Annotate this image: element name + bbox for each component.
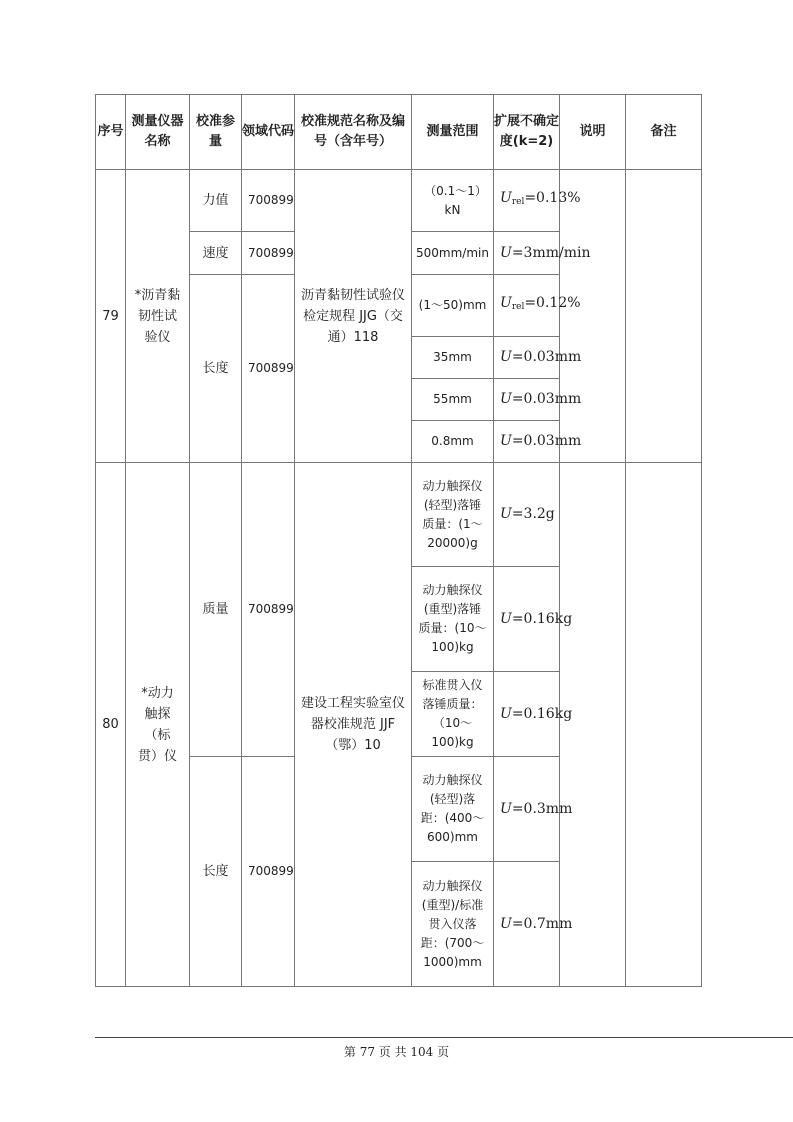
range-cell: (1～50)mm (412, 275, 494, 337)
header-spec: 校准规范名称及编号（含年号） (295, 95, 412, 170)
range-cell: 动力触探仪(轻型)落距：(400～600)mm (412, 757, 494, 862)
range-cell: 动力触探仪(轻型)落锤质量：(1～20000)g (412, 463, 494, 567)
u-symbol: U (500, 190, 512, 206)
header-range: 测量范围 (412, 95, 494, 170)
code-cell: 700899 (242, 275, 295, 463)
u-value: =3.2g (511, 506, 555, 522)
param-cell: 长度 (190, 275, 242, 463)
u-value: =0.7mm (511, 915, 573, 932)
param-cell: 质量 (190, 463, 242, 757)
table-row (96, 463, 702, 567)
uncertainty-cell (494, 275, 581, 337)
header-remark: 备注 (626, 95, 702, 170)
u-subscript: rel (511, 197, 525, 207)
code-cell: 700899 (242, 757, 295, 987)
range-cell: （0.1～1）kN (412, 170, 494, 232)
range-cell: 55mm (412, 379, 494, 421)
remark-cell (626, 170, 702, 463)
range-cell: 动力触探仪(重型)/标准贯入仪落距：(700～1000)mm (412, 862, 494, 987)
header-row (96, 95, 702, 170)
uncertainty-cell (494, 232, 591, 275)
uncertainty-cell (494, 170, 581, 232)
table-row (96, 170, 702, 232)
range-cell: 500mm/min (412, 232, 494, 275)
page-footer: 第 77 页 共 104 页 (343, 1045, 450, 1059)
uncertainty-cell (494, 757, 573, 862)
u-value: =0.3mm (511, 800, 573, 817)
u-value: =3mm/min (511, 244, 591, 261)
u-symbol: U (500, 433, 512, 449)
u-value: =0.12% (524, 295, 581, 311)
note-cell (560, 463, 626, 987)
instrument-cell: *沥青黏韧性试验仪 (126, 170, 190, 463)
code-cell: 700899 (242, 463, 295, 757)
footer-divider (95, 1037, 793, 1038)
header-param: 校准参量 (190, 95, 242, 170)
uncertainty-cell (494, 337, 582, 379)
param-cell: 力值 (190, 170, 242, 232)
u-symbol: U (500, 349, 512, 365)
u-symbol: U (500, 295, 512, 311)
u-value: =0.13% (524, 190, 581, 206)
note-cell (560, 170, 626, 463)
u-symbol: U (500, 915, 512, 932)
seq-cell: 80 (96, 463, 126, 987)
instrument-cell: *动力触探（标贯）仪 (126, 463, 190, 987)
u-symbol: U (500, 244, 512, 261)
u-symbol: U (500, 391, 512, 407)
u-subscript: rel (511, 302, 525, 312)
spec-cell: 建设工程实验室仪器校准规范 JJF（鄂）10 (295, 463, 412, 987)
uncertainty-cell (494, 421, 582, 463)
u-value: =0.03mm (511, 433, 582, 449)
u-symbol: U (500, 506, 512, 522)
param-cell: 速度 (190, 232, 242, 275)
range-cell: 0.8mm (412, 421, 494, 463)
header-instrument: 测量仪器名称 (126, 95, 190, 170)
u-symbol: U (500, 610, 512, 627)
seq-cell: 79 (96, 170, 126, 463)
remark-cell (626, 463, 702, 987)
header-seq: 序号 (96, 95, 126, 170)
uncertainty-cell (494, 379, 582, 421)
code-cell: 700899 (242, 232, 295, 275)
u-value: =0.16kg (511, 705, 573, 722)
header-uncertainty: 扩展不确定度(k=2) (494, 95, 560, 170)
spec-cell: 沥青黏韧性试验仪检定规程 JJG（交通）118 (295, 170, 412, 463)
calibration-table (95, 94, 702, 987)
range-cell: 35mm (412, 337, 494, 379)
uncertainty-cell (494, 862, 573, 987)
u-symbol: U (500, 800, 512, 817)
u-value: =0.03mm (511, 391, 582, 407)
header-code: 领域代码 (242, 95, 295, 170)
u-value: =0.03mm (511, 349, 582, 365)
uncertainty-cell (494, 463, 560, 567)
uncertainty-cell (494, 567, 573, 672)
range-cell: 动力触探仪(重型)落锤质量：(10～100)kg (412, 567, 494, 672)
range-cell: 标准贯入仪落锤质量：（10～100)kg (412, 672, 494, 757)
header-note: 说明 (560, 95, 626, 170)
uncertainty-cell (494, 672, 573, 757)
u-symbol: U (500, 705, 512, 722)
param-cell: 长度 (190, 757, 242, 987)
code-cell: 700899 (242, 170, 295, 232)
u-value: =0.16kg (511, 610, 573, 627)
